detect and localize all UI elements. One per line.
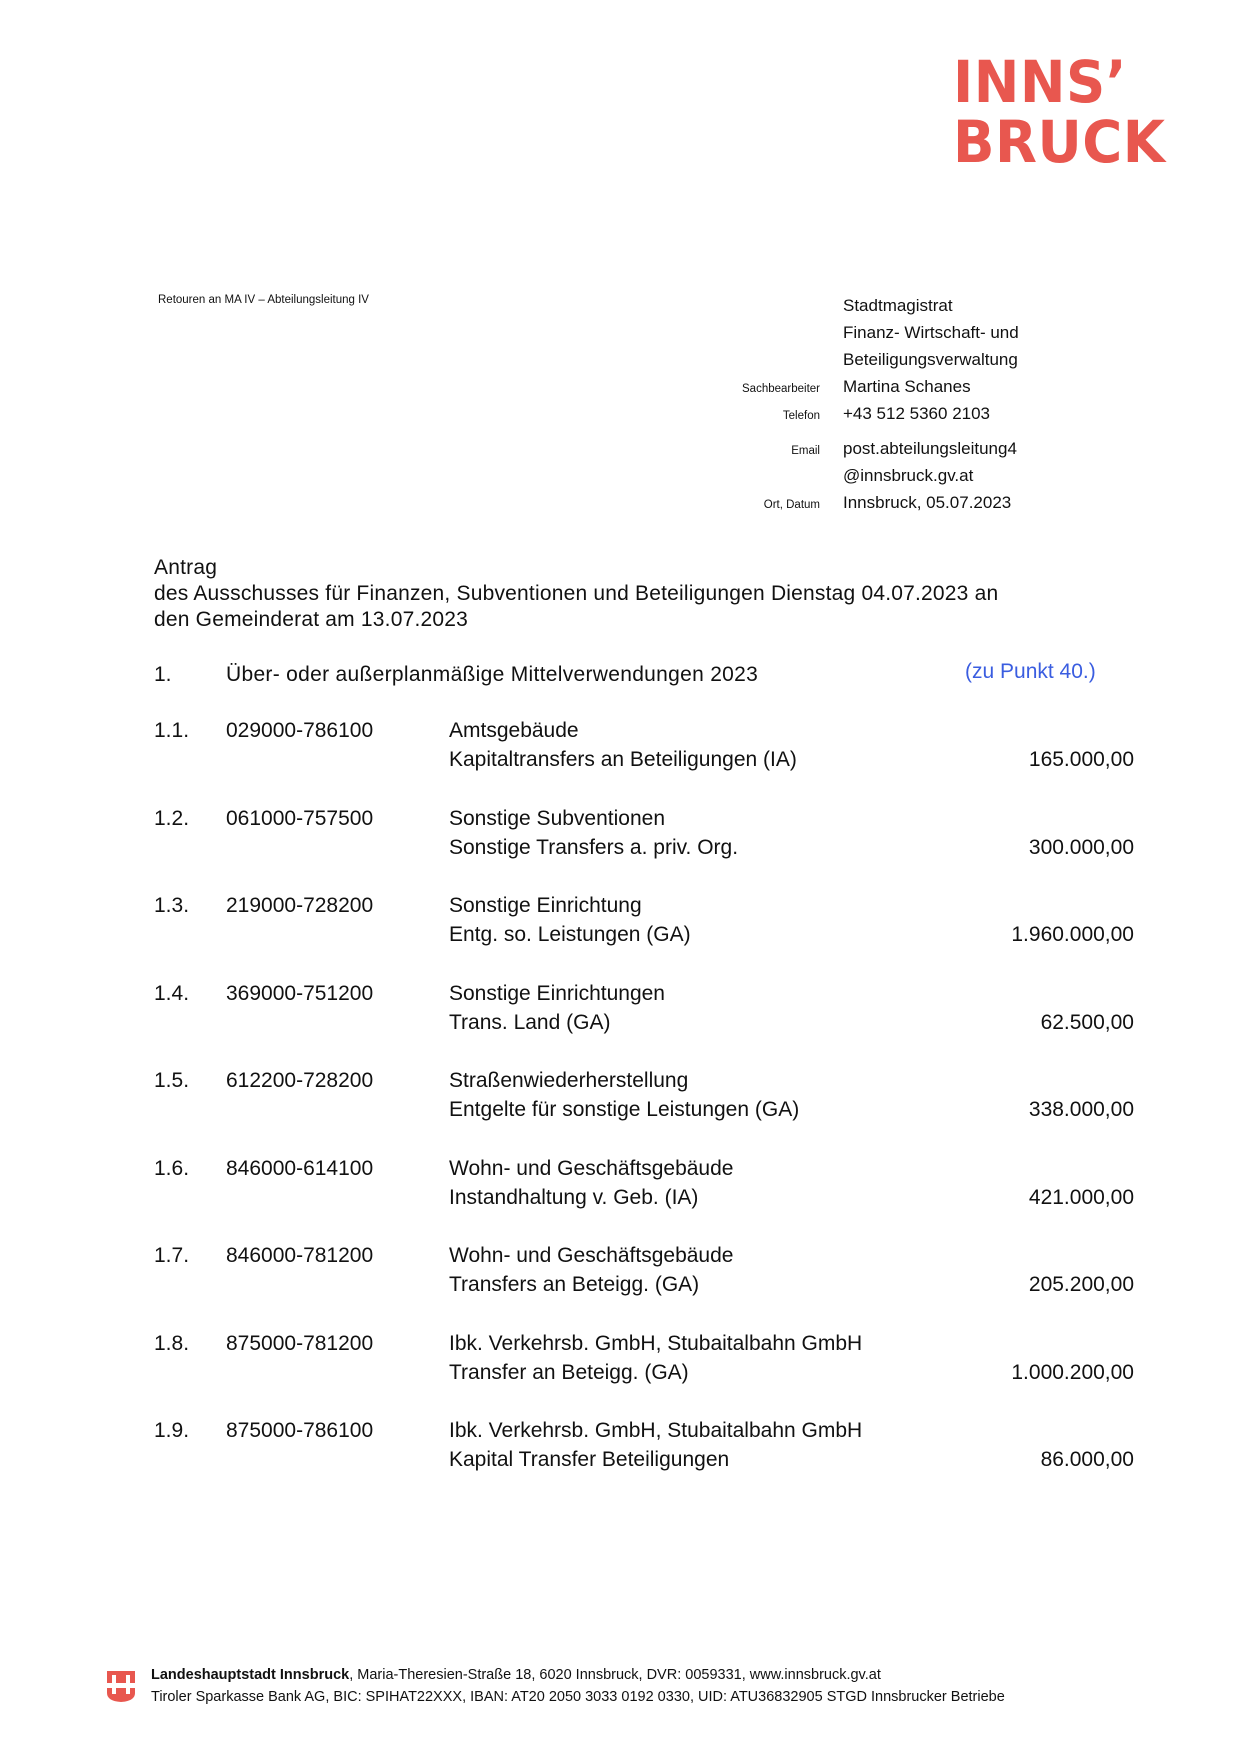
item-title: Ibk. Verkehrsb. GmbH, Stubaitalbahn GmbH	[449, 1331, 863, 1355]
heading-title: Antrag	[154, 556, 218, 579]
phone-label: Telefon	[782, 410, 820, 422]
item-description: Entgelte für sonstige Leistungen (GA)	[449, 1098, 800, 1121]
list-item	[154, 1419, 1134, 1507]
item-amount: 300.000,00	[1028, 835, 1134, 859]
section-number: 1.	[154, 663, 172, 686]
item-account: 846000-781200	[226, 1244, 374, 1267]
item-account: 846000-614100	[226, 1156, 374, 1180]
item-title: Amtsgebäude	[449, 719, 579, 742]
footer-org-address: , Maria-Theresien-Straße 18, 6020 Innsbruck, DVR: 0059331, www.innsbruck.gv.at	[349, 1667, 881, 1683]
item-account: 029000-786100	[226, 719, 374, 742]
item-number: 1.9.	[154, 1419, 190, 1442]
item-description: Sonstige Transfers a. priv. Org.	[449, 835, 739, 859]
list-item	[154, 807, 1134, 895]
list-item	[154, 1244, 1134, 1332]
item-amount: 1.960.000,00	[1011, 923, 1134, 946]
footer-org-line	[151, 1667, 881, 1683]
contact-field-email	[640, 439, 1120, 466]
item-number: 1.1.	[154, 719, 190, 742]
item-title: Sonstige Einrichtung	[449, 894, 642, 917]
clerk-value: Martina Schanes	[843, 377, 971, 396]
phone-value: +43 512 5360 2103	[843, 404, 991, 423]
item-number: 1.3.	[154, 894, 190, 917]
item-description: Kapitaltransfers an Beteiligungen (IA)	[449, 748, 797, 771]
list-item	[154, 719, 1134, 807]
email-label: Email	[791, 445, 820, 457]
list-item	[154, 894, 1134, 982]
contact-block	[640, 296, 1120, 520]
footer-bank-line: Tiroler Sparkasse Bank AG, BIC: SPIHAT22XXX, IBAN: AT20 2050 3033 0192 0330, UID: ATU36832905 STGD Innsbrucker Betriebe	[151, 1689, 1005, 1705]
place-date-value: Innsbruck, 05.07.2023	[843, 493, 1012, 512]
section-title	[154, 660, 1134, 690]
item-description: Transfers an Beteigg. (GA)	[449, 1273, 700, 1296]
department-line-3: Beteiligungsverwaltung	[843, 350, 1018, 369]
document-heading	[154, 555, 1134, 633]
item-amount: 86.000,00	[1040, 1448, 1134, 1471]
item-number: 1.4.	[154, 981, 190, 1005]
department-line-1: Stadtmagistrat	[843, 296, 953, 315]
item-title: Straßenwiederherstellung	[449, 1069, 689, 1092]
list-item	[154, 1157, 1134, 1245]
innsbruck-logo	[953, 48, 1179, 176]
item-account: 369000-751200	[226, 981, 374, 1005]
return-address: Retouren an MA IV – Abteilungsleitung IV	[158, 294, 369, 306]
item-title: Wohn- und Geschäftsgebäude	[449, 1244, 734, 1267]
item-number: 1.2.	[154, 806, 190, 830]
place-date-label: Ort, Datum	[763, 499, 820, 511]
item-title: Sonstige Einrichtungen	[449, 981, 665, 1005]
item-amount: 1.000.200,00	[1011, 1360, 1134, 1384]
item-amount: 62.500,00	[1040, 1010, 1134, 1034]
department-line	[640, 350, 1120, 377]
item-number: 1.6.	[154, 1156, 190, 1180]
item-account: 612200-728200	[226, 1069, 374, 1092]
logo-line-1: INNS’	[953, 48, 1127, 116]
item-title: Wohn- und Geschäftsgebäude	[449, 1156, 734, 1180]
item-description: Entg. so. Leistungen (GA)	[449, 923, 691, 946]
section-reference: (zu Punkt 40.)	[965, 660, 1096, 683]
item-title: Sonstige Subventionen	[449, 806, 665, 830]
item-description: Kapital Transfer Beteiligungen	[449, 1448, 730, 1471]
item-description: Transfer an Beteigg. (GA)	[449, 1360, 689, 1384]
item-account: 219000-728200	[226, 894, 374, 917]
item-number: 1.7.	[154, 1244, 190, 1267]
item-account: 875000-786100	[226, 1419, 374, 1442]
contact-field-phone	[640, 404, 1120, 439]
item-account: 875000-781200	[226, 1331, 374, 1355]
email-domain-value: @innsbruck.gv.at	[843, 466, 974, 485]
item-amount: 165.000,00	[1028, 748, 1134, 771]
department-line	[640, 323, 1120, 350]
item-number: 1.5.	[154, 1069, 190, 1092]
item-description: Instandhaltung v. Geb. (IA)	[449, 1185, 699, 1209]
heading-line-3: den Gemeinderat am 13.07.2023	[154, 608, 469, 631]
logo-line-2: BRUCK	[953, 108, 1166, 176]
department-line-2: Finanz- Wirtschaft- und	[843, 323, 1019, 342]
list-item	[154, 1069, 1134, 1157]
item-amount: 421.000,00	[1028, 1185, 1134, 1209]
item-list	[154, 719, 1134, 1507]
department-line	[640, 296, 1120, 323]
footer-org-name: Landeshauptstadt Innsbruck	[151, 1667, 350, 1683]
clerk-label: Sachbearbeiter	[742, 383, 820, 395]
contact-field-clerk	[640, 377, 1120, 404]
list-item	[154, 982, 1134, 1070]
item-title: Ibk. Verkehrsb. GmbH, Stubaitalbahn GmbH	[449, 1419, 863, 1442]
contact-field-email-cont	[640, 466, 1120, 493]
item-account: 061000-757500	[226, 806, 374, 830]
contact-field-place-date	[640, 493, 1120, 520]
heading-line-2: des Ausschusses für Finanzen, Subventionen und Beteiligungen Dienstag 04.07.2023 an	[154, 582, 999, 605]
item-amount: 338.000,00	[1028, 1098, 1134, 1121]
list-item	[154, 1332, 1134, 1420]
item-number: 1.8.	[154, 1331, 190, 1355]
section-heading: Über- oder außerplanmäßige Mittelverwendungen 2023	[226, 663, 759, 686]
email-value: post.abteilungsleitung4	[843, 439, 1017, 458]
innsbruck-coat-of-arms-icon	[105, 1669, 137, 1703]
item-description: Trans. Land (GA)	[449, 1010, 611, 1034]
item-amount: 205.200,00	[1028, 1273, 1134, 1296]
